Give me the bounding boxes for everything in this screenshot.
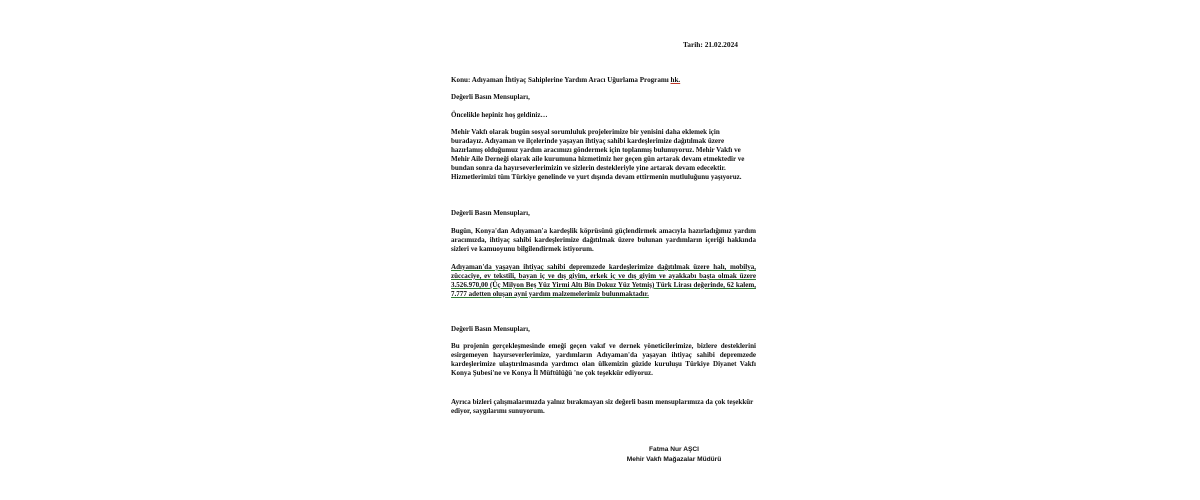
signature-block <box>614 445 734 465</box>
salutation-2: Değerli Basın Mensupları, <box>451 209 530 217</box>
paragraph-2: Bugün, Konya'dan Adıyaman'a kardeşlik köprüsünü güçlendirmek amacıyla hazırladığımız yardım aracımızda, ihtiyaç sahibi kardeşlerimize dağıtılmak üzere bulunan yardımların içeriği hakkında sizleri ve kamuoyunu bilgilendirmek istiyorum. <box>451 227 756 253</box>
document-subject <box>451 76 756 84</box>
highlighted-text: Adıyaman'da yaşayan ihtiyaç sahibi depremzede kardeşlerimize dağıtılmak üzere halı, mobilya, züccaciye, ev tekstili, bayan iç ve dış giyim, erkek iç ve dış giyim ve ayakkabı başta olmak üzere 3.526.970,00 (Üç Milyon Beş Yüz Yirmi Altı Bin Dokuz Yüz Yetmiş) Türk Lirası değerinde, 62 kalem, 7.777 adetten oluşan ayni yardım malzemelerimiz bulunmaktadır. <box>451 263 756 298</box>
subject-hk: hk. <box>670 76 681 84</box>
signature-title: Mehir Vakfı Mağazalar Müdürü <box>626 456 722 463</box>
paragraph-3-highlighted <box>451 263 756 299</box>
salutation-3: Değerli Basın Mensupları, <box>451 325 530 333</box>
document-date: Tarih: 21.02.2024 <box>683 40 738 49</box>
signature-name: Fatma Nur AŞCI <box>649 446 699 453</box>
paragraph-5: Ayrıca bizleri çalışmalarımızda yalnız bırakmayan siz değerli basın mensuplarımıza da çok teşekkür ediyor, saygılarımı sunuyorum. <box>451 398 754 415</box>
paragraph-4: Bu projenin gerçekleşmesinde emeği geçen vakıf ve dernek yöneticilerimize, bizlere desteklerini esirgemeyen hayırseverlerimize, yardımların Adıyaman'da yaşayan ihtiyaç sahibi depremzede kardeşlerimize ulaştırılmasında yardımcı olan ülkemizin güzide kuruluşu Türkiye Diyanet Vakfı Konya Şubesi'ne ve Konya İl Müftülüğü 'ne çok teşekkür ediyoruz. <box>451 342 756 377</box>
subject-text: Konu: Adıyaman İhtiyaç Sahiplerine Yardım Aracı Uğurlama Programı <box>451 76 671 84</box>
paragraph-1: Mehir Vakfı olarak bugün sosyal sorumluluk projelerimize bir yenisini daha eklemek için buradayız. Adıyaman ve ilçelerinde yaşayan ihtiyaç sahibi kardeşlerimize dağıtılmak üzere hazırlamış olduğumuz yardım aracımızı göndermek için toplanmış bulunuyoruz. Mehir Vakfı ve Mehir Aile Derneği olarak aile kurumuna hizmetimiz her geçen gün artarak devam etmektedir ve bundan sonra da hayırseverlerimizin ve sizlerin destekleriyle yine artarak devam edecektir. Hizmetlerimizi tüm Türkiye genelinde ve yurt dışında devam ettirmenin mutluluğunu yaşıyoruz. <box>451 128 745 181</box>
welcome-line: Öncelikle hepiniz hoş geldiniz… <box>451 111 548 119</box>
salutation-1: Değerli Basın Mensupları, <box>451 93 530 101</box>
